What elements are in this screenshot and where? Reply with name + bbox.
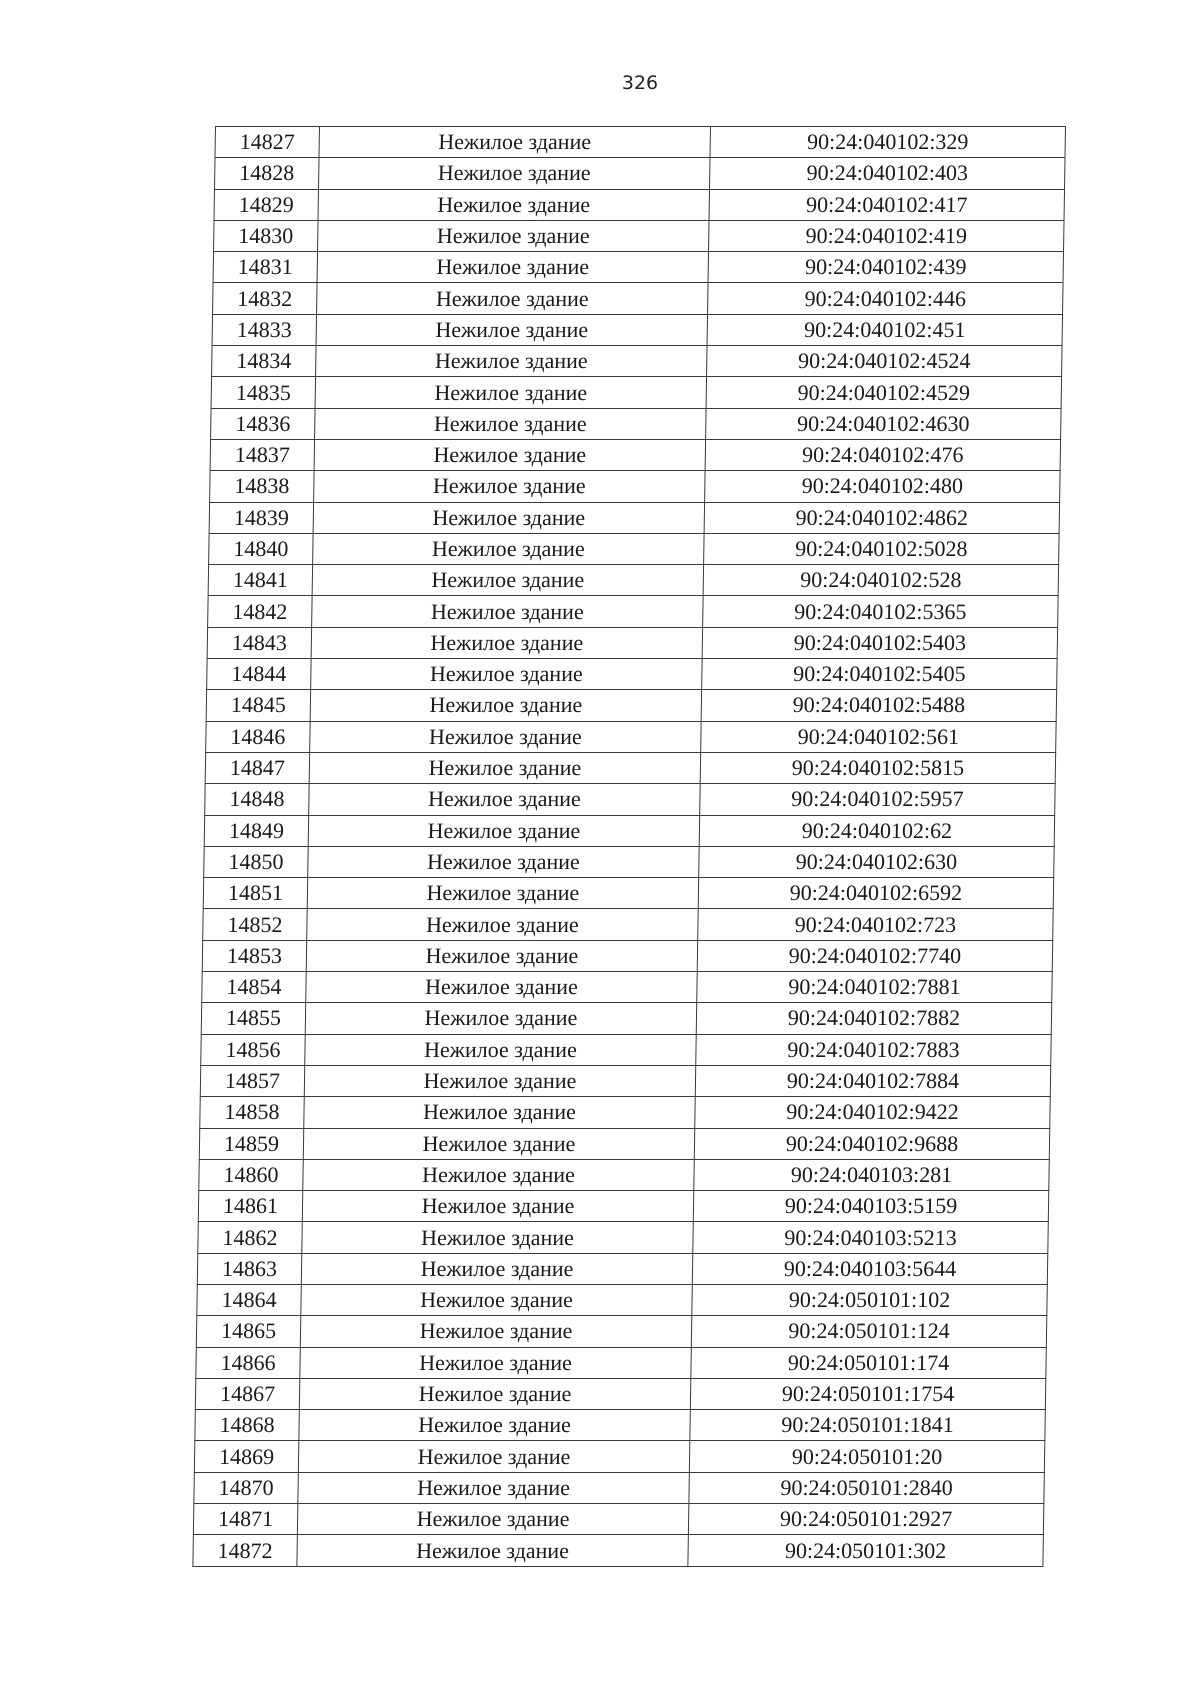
row-number-cell: 14852 xyxy=(203,909,307,940)
table-row xyxy=(200,1065,1050,1096)
object-type-cell: Нежилое здание xyxy=(306,940,697,971)
table-row xyxy=(201,1003,1051,1034)
object-type-cell: Нежилое здание xyxy=(298,1441,689,1472)
row-number-cell: 14828 xyxy=(215,158,319,189)
cadastral-number-cell: 90:24:040103:5644 xyxy=(692,1253,1047,1284)
object-type-cell: Нежилое здание xyxy=(305,1003,696,1034)
cadastral-number-cell: 90:24:040102:480 xyxy=(705,471,1060,502)
row-number-cell: 14860 xyxy=(199,1159,303,1190)
object-type-cell: Нежилое здание xyxy=(299,1378,690,1409)
cadastral-number-cell: 90:24:050101:20 xyxy=(689,1441,1044,1472)
object-type-cell: Нежилое здание xyxy=(310,690,701,721)
table-row xyxy=(202,972,1052,1003)
table-row xyxy=(203,878,1053,909)
object-type-cell: Нежилое здание xyxy=(318,189,709,220)
table-row xyxy=(209,533,1059,564)
cadastral-number-cell: 90:24:050101:174 xyxy=(691,1347,1046,1378)
row-number-cell: 14827 xyxy=(215,127,319,158)
row-number-cell: 14830 xyxy=(214,220,318,251)
table-row xyxy=(195,1410,1045,1441)
cadastral-number-cell: 90:24:040102:561 xyxy=(701,721,1056,752)
object-type-cell: Нежилое здание xyxy=(319,127,710,158)
table-row xyxy=(210,471,1060,502)
object-type-cell: Нежилое здание xyxy=(297,1504,688,1535)
table-row xyxy=(199,1159,1049,1190)
property-registry-table xyxy=(192,126,1066,1567)
row-number-cell: 14839 xyxy=(209,502,313,533)
row-number-cell: 14829 xyxy=(214,189,318,220)
object-type-cell: Нежилое здание xyxy=(304,1065,695,1096)
object-type-cell: Нежилое здание xyxy=(302,1191,693,1222)
row-number-cell: 14840 xyxy=(209,533,313,564)
cadastral-number-cell: 90:24:040102:7884 xyxy=(695,1065,1050,1096)
object-type-cell: Нежилое здание xyxy=(315,408,706,439)
table-row xyxy=(202,940,1052,971)
object-type-cell: Нежилое здание xyxy=(311,659,702,690)
cadastral-number-cell: 90:24:040102:5365 xyxy=(703,596,1058,627)
cadastral-number-cell: 90:24:050101:124 xyxy=(691,1316,1046,1347)
row-number-cell: 14859 xyxy=(199,1128,303,1159)
cadastral-number-cell: 90:24:050101:1754 xyxy=(690,1378,1045,1409)
object-type-cell: Нежилое здание xyxy=(298,1472,689,1503)
cadastral-number-cell: 90:24:040102:5403 xyxy=(702,627,1057,658)
object-type-cell: Нежилое здание xyxy=(305,1034,696,1065)
object-type-cell: Нежилое здание xyxy=(312,596,703,627)
object-type-cell: Нежилое здание xyxy=(309,784,700,815)
row-number-cell: 14854 xyxy=(202,972,306,1003)
object-type-cell: Нежилое здание xyxy=(316,346,707,377)
object-type-cell: Нежилое здание xyxy=(306,972,697,1003)
object-type-cell: Нежилое здание xyxy=(309,752,700,783)
cadastral-number-cell: 90:24:040102:62 xyxy=(699,815,1054,846)
cadastral-number-cell: 90:24:040102:4529 xyxy=(706,377,1061,408)
cadastral-number-cell: 90:24:050101:102 xyxy=(692,1284,1047,1315)
cadastral-number-cell: 90:24:040102:5028 xyxy=(704,533,1059,564)
table-row xyxy=(205,752,1055,783)
row-number-cell: 14842 xyxy=(208,596,312,627)
object-type-cell: Нежилое здание xyxy=(317,252,708,283)
table-row xyxy=(194,1472,1044,1503)
row-number-cell: 14865 xyxy=(196,1316,300,1347)
cadastral-number-cell: 90:24:040102:7881 xyxy=(697,972,1052,1003)
cadastral-number-cell: 90:24:040102:5405 xyxy=(702,659,1057,690)
cadastral-number-cell: 90:24:040102:9422 xyxy=(695,1097,1050,1128)
cadastral-number-cell: 90:24:040102:451 xyxy=(707,314,1062,345)
row-number-cell: 14872 xyxy=(193,1535,297,1566)
object-type-cell: Нежилое здание xyxy=(304,1097,695,1128)
object-type-cell: Нежилое здание xyxy=(300,1347,691,1378)
object-type-cell: Нежилое здание xyxy=(315,377,706,408)
row-number-cell: 14853 xyxy=(202,940,306,971)
cadastral-number-cell: 90:24:040102:439 xyxy=(708,252,1063,283)
row-number-cell: 14866 xyxy=(196,1347,300,1378)
row-number-cell: 14861 xyxy=(198,1191,302,1222)
row-number-cell: 14846 xyxy=(206,721,310,752)
table-row xyxy=(215,127,1065,158)
row-number-cell: 14869 xyxy=(194,1441,298,1472)
object-type-cell: Нежилое здание xyxy=(307,909,698,940)
table-row xyxy=(199,1128,1049,1159)
object-type-cell: Нежилое здание xyxy=(317,283,708,314)
table-row xyxy=(200,1097,1050,1128)
cadastral-number-cell: 90:24:040102:723 xyxy=(698,909,1053,940)
object-type-cell: Нежилое здание xyxy=(308,846,699,877)
row-number-cell: 14843 xyxy=(207,627,311,658)
cadastral-number-cell: 90:24:050101:2840 xyxy=(689,1472,1044,1503)
object-type-cell: Нежилое здание xyxy=(312,565,703,596)
cadastral-number-cell: 90:24:050101:302 xyxy=(688,1535,1043,1566)
row-number-cell: 14834 xyxy=(212,346,316,377)
row-number-cell: 14844 xyxy=(207,659,311,690)
row-number-cell: 14832 xyxy=(213,283,317,314)
cadastral-number-cell: 90:24:040102:7882 xyxy=(696,1003,1051,1034)
table-row xyxy=(211,377,1061,408)
table-row xyxy=(215,158,1065,189)
object-type-cell: Нежилое здание xyxy=(302,1222,693,1253)
table-row xyxy=(205,784,1055,815)
row-number-cell: 14867 xyxy=(195,1378,299,1409)
cadastral-number-cell: 90:24:040102:528 xyxy=(703,565,1058,596)
cadastral-number-cell: 90:24:050101:1841 xyxy=(690,1410,1045,1441)
cadastral-number-cell: 90:24:040102:4862 xyxy=(704,502,1059,533)
object-type-cell: Нежилое здание xyxy=(307,878,698,909)
table-row xyxy=(213,252,1063,283)
cadastral-number-cell: 90:24:040102:6592 xyxy=(698,878,1053,909)
cadastral-number-cell: 90:24:040102:417 xyxy=(709,189,1064,220)
table-row xyxy=(207,659,1057,690)
cadastral-number-cell: 90:24:040102:476 xyxy=(705,439,1060,470)
cadastral-number-cell: 90:24:040102:630 xyxy=(699,846,1054,877)
cadastral-number-cell: 90:24:040102:5488 xyxy=(701,690,1056,721)
row-number-cell: 14871 xyxy=(193,1504,297,1535)
table-row xyxy=(212,314,1062,345)
object-type-cell: Нежилое здание xyxy=(301,1284,692,1315)
cadastral-number-cell: 90:24:040102:446 xyxy=(708,283,1063,314)
table-row xyxy=(193,1535,1043,1566)
row-number-cell: 14850 xyxy=(204,846,308,877)
row-number-cell: 14858 xyxy=(200,1097,304,1128)
cadastral-number-cell: 90:24:040102:329 xyxy=(710,127,1065,158)
table-row xyxy=(195,1378,1045,1409)
object-type-cell: Нежилое здание xyxy=(313,502,704,533)
object-type-cell: Нежилое здание xyxy=(300,1316,691,1347)
registry-table-body xyxy=(193,127,1066,1567)
table-row xyxy=(214,220,1064,251)
table-row xyxy=(213,283,1063,314)
row-number-cell: 14841 xyxy=(208,565,312,596)
object-type-cell: Нежилое здание xyxy=(316,314,707,345)
cadastral-number-cell: 90:24:040102:419 xyxy=(709,220,1064,251)
row-number-cell: 14837 xyxy=(210,439,314,470)
cadastral-number-cell: 90:24:040102:4524 xyxy=(707,346,1062,377)
object-type-cell: Нежилое здание xyxy=(297,1535,688,1566)
object-type-cell: Нежилое здание xyxy=(311,627,702,658)
cadastral-number-cell: 90:24:040102:4630 xyxy=(706,408,1061,439)
table-row xyxy=(196,1316,1046,1347)
row-number-cell: 14857 xyxy=(200,1065,304,1096)
cadastral-number-cell: 90:24:040102:9688 xyxy=(694,1128,1049,1159)
row-number-cell: 14848 xyxy=(205,784,309,815)
row-number-cell: 14838 xyxy=(210,471,314,502)
object-type-cell: Нежилое здание xyxy=(301,1253,692,1284)
object-type-cell: Нежилое здание xyxy=(314,471,705,502)
table-row xyxy=(210,439,1060,470)
cadastral-number-cell: 90:24:050101:2927 xyxy=(688,1504,1043,1535)
row-number-cell: 14870 xyxy=(194,1472,298,1503)
cadastral-number-cell: 90:24:040103:5159 xyxy=(693,1191,1048,1222)
cadastral-number-cell: 90:24:040102:5815 xyxy=(700,752,1055,783)
table-row xyxy=(196,1347,1046,1378)
object-type-cell: Нежилое здание xyxy=(303,1159,694,1190)
row-number-cell: 14851 xyxy=(203,878,307,909)
table-row xyxy=(206,721,1056,752)
table-row xyxy=(214,189,1064,220)
row-number-cell: 14831 xyxy=(213,252,317,283)
cadastral-number-cell: 90:24:040102:5957 xyxy=(700,784,1055,815)
object-type-cell: Нежилое здание xyxy=(319,158,710,189)
table-row xyxy=(203,909,1053,940)
row-number-cell: 14845 xyxy=(206,690,310,721)
table-row xyxy=(194,1441,1044,1472)
row-number-cell: 14836 xyxy=(211,408,315,439)
row-number-cell: 14855 xyxy=(201,1003,305,1034)
row-number-cell: 14833 xyxy=(212,314,316,345)
row-number-cell: 14868 xyxy=(195,1410,299,1441)
page-number: 326 xyxy=(621,72,659,94)
cadastral-number-cell: 90:24:040103:281 xyxy=(694,1159,1049,1190)
table-row xyxy=(197,1253,1047,1284)
table-row xyxy=(198,1222,1048,1253)
cadastral-number-cell: 90:24:040102:7883 xyxy=(696,1034,1051,1065)
row-number-cell: 14862 xyxy=(198,1222,302,1253)
object-type-cell: Нежилое здание xyxy=(299,1410,690,1441)
table-row xyxy=(204,815,1054,846)
table-row xyxy=(206,690,1056,721)
object-type-cell: Нежилое здание xyxy=(318,220,709,251)
table-row xyxy=(193,1504,1043,1535)
row-number-cell: 14849 xyxy=(204,815,308,846)
row-number-cell: 14847 xyxy=(205,752,309,783)
table-row xyxy=(208,596,1058,627)
row-number-cell: 14856 xyxy=(201,1034,305,1065)
table-row xyxy=(212,346,1062,377)
object-type-cell: Нежилое здание xyxy=(308,815,699,846)
table-row xyxy=(204,846,1054,877)
cadastral-number-cell: 90:24:040102:403 xyxy=(710,158,1065,189)
row-number-cell: 14835 xyxy=(211,377,315,408)
table-row xyxy=(208,565,1058,596)
cadastral-number-cell: 90:24:040102:7740 xyxy=(697,940,1052,971)
row-number-cell: 14864 xyxy=(197,1284,301,1315)
object-type-cell: Нежилое здание xyxy=(310,721,701,752)
table-row xyxy=(207,627,1057,658)
row-number-cell: 14863 xyxy=(197,1253,301,1284)
object-type-cell: Нежилое здание xyxy=(313,533,704,564)
table-row xyxy=(198,1191,1048,1222)
object-type-cell: Нежилое здание xyxy=(314,439,705,470)
table-row xyxy=(201,1034,1051,1065)
object-type-cell: Нежилое здание xyxy=(303,1128,694,1159)
cadastral-number-cell: 90:24:040103:5213 xyxy=(693,1222,1048,1253)
table-row xyxy=(197,1284,1047,1315)
table-row xyxy=(209,502,1059,533)
table-row xyxy=(211,408,1061,439)
